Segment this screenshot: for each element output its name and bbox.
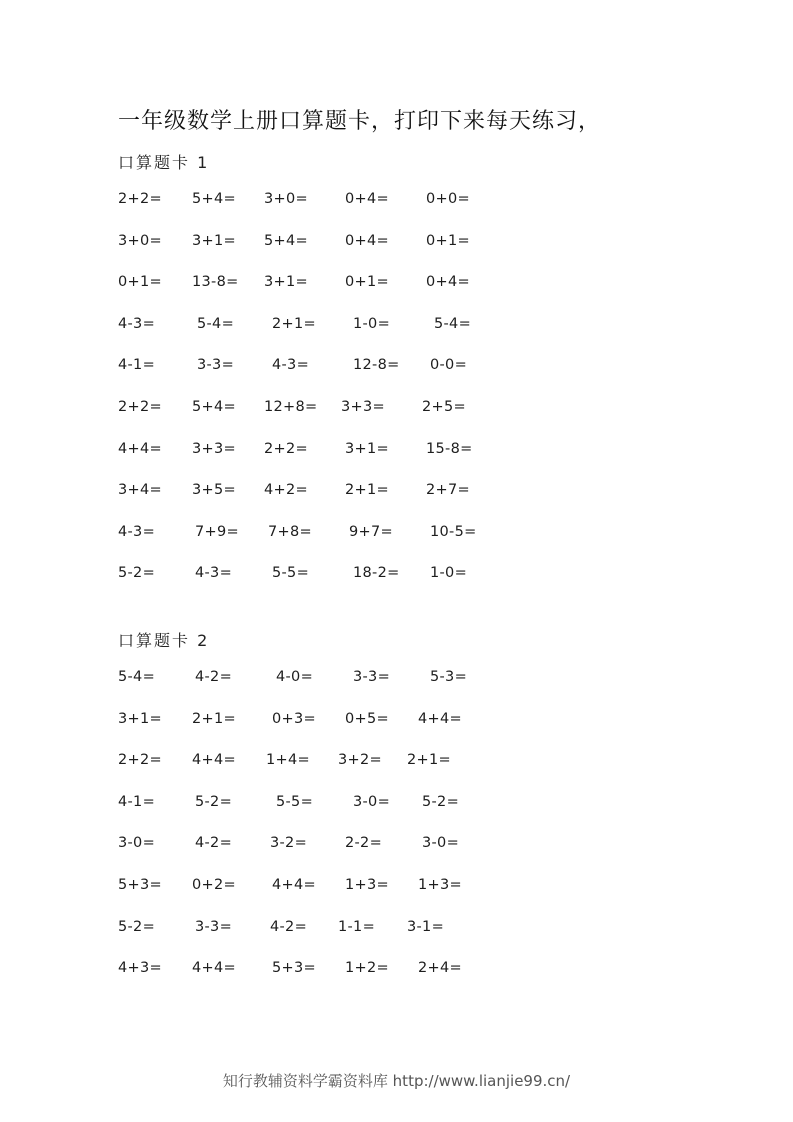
arithmetic-problem: 15-8= <box>426 440 473 457</box>
arithmetic-problem: 5-4= <box>197 315 235 332</box>
problem-row <box>0 399 793 421</box>
arithmetic-problem: 2+2= <box>118 399 162 415</box>
arithmetic-problem: 3+1= <box>345 440 389 457</box>
arithmetic-problem: 0-0= <box>430 357 468 374</box>
problem-row <box>0 357 793 379</box>
arithmetic-problem: 1-0= <box>353 315 391 332</box>
problem-row <box>0 316 793 338</box>
arithmetic-problem: 12+8= <box>264 399 318 415</box>
arithmetic-problem: 0+1= <box>345 274 389 291</box>
arithmetic-problem: 1+4= <box>266 752 310 769</box>
arithmetic-problem: 4-3= <box>118 523 156 540</box>
arithmetic-problem: 5-4= <box>434 315 472 332</box>
arithmetic-problem: 1+2= <box>345 960 389 977</box>
arithmetic-problem: 2+1= <box>272 315 316 332</box>
arithmetic-problem: 9+7= <box>349 523 393 540</box>
problem-row <box>0 794 793 816</box>
arithmetic-problem: 2+2= <box>264 440 308 457</box>
arithmetic-problem: 2+1= <box>192 710 236 727</box>
arithmetic-problem: 0+4= <box>345 191 389 207</box>
problem-row <box>0 919 793 941</box>
arithmetic-problem: 10-5= <box>430 523 477 540</box>
arithmetic-problem: 4+4= <box>118 440 162 457</box>
arithmetic-problem: 0+0= <box>426 191 470 207</box>
arithmetic-problem: 5+4= <box>264 232 308 249</box>
arithmetic-problem: 5-2= <box>422 793 460 810</box>
problem-row <box>0 524 793 546</box>
arithmetic-problem: 5-5= <box>272 565 310 582</box>
problem-row <box>0 274 793 296</box>
problem-row <box>0 877 793 899</box>
arithmetic-problem: 5+4= <box>192 191 236 207</box>
arithmetic-problem: 2+4= <box>418 960 462 977</box>
arithmetic-problem: 3+3= <box>192 440 236 457</box>
arithmetic-problem: 3+1= <box>264 274 308 291</box>
arithmetic-problem: 3-0= <box>118 835 156 852</box>
arithmetic-problem: 5-2= <box>118 565 156 582</box>
problem-row <box>0 565 793 587</box>
arithmetic-problem: 3-0= <box>422 835 460 852</box>
arithmetic-problem: 1-1= <box>338 918 376 935</box>
arithmetic-problem: 4+3= <box>118 960 162 977</box>
arithmetic-problem: 4+4= <box>418 710 462 727</box>
arithmetic-problem: 2+1= <box>407 752 451 769</box>
arithmetic-problem: 1+3= <box>345 877 389 893</box>
arithmetic-problem: 5+3= <box>118 877 162 893</box>
arithmetic-problem: 3-3= <box>195 918 233 935</box>
arithmetic-problem: 4+4= <box>272 877 316 893</box>
arithmetic-problem: 0+2= <box>192 877 236 893</box>
arithmetic-problem: 4-2= <box>195 669 233 685</box>
arithmetic-problem: 4-0= <box>276 669 314 685</box>
arithmetic-problem: 4-2= <box>270 918 308 935</box>
arithmetic-problem: 4-3= <box>272 357 310 374</box>
arithmetic-problem: 4-1= <box>118 357 156 374</box>
footer-watermark: 知行教辅资料学霸资料库 http://www.lianjie99.cn/ <box>222 1072 571 1090</box>
arithmetic-problem: 4-3= <box>195 565 233 582</box>
arithmetic-problem: 5-2= <box>195 793 233 810</box>
arithmetic-problem: 0+5= <box>345 710 389 727</box>
arithmetic-problem: 5+4= <box>192 399 236 415</box>
arithmetic-problem: 5+3= <box>272 960 316 977</box>
arithmetic-problem: 18-2= <box>353 565 400 582</box>
arithmetic-problem: 2+1= <box>345 482 389 499</box>
arithmetic-problem: 4-1= <box>118 793 156 810</box>
arithmetic-problem: 5-4= <box>118 669 156 685</box>
problem-row <box>0 233 793 255</box>
arithmetic-problem: 13-8= <box>192 274 239 291</box>
problem-row <box>0 752 793 774</box>
arithmetic-problem: 4-3= <box>118 315 156 332</box>
arithmetic-problem: 3+5= <box>192 482 236 499</box>
arithmetic-problem: 3+0= <box>264 191 308 207</box>
arithmetic-problem: 0+4= <box>345 232 389 249</box>
arithmetic-problem: 4+4= <box>192 960 236 977</box>
arithmetic-problem: 7+8= <box>268 523 312 540</box>
arithmetic-problem: 0+4= <box>426 274 470 291</box>
arithmetic-problem: 4+4= <box>192 752 236 769</box>
arithmetic-problem: 5-5= <box>276 793 314 810</box>
arithmetic-problem: 5-3= <box>430 669 468 685</box>
arithmetic-problem: 3+3= <box>341 399 385 415</box>
page-title: 一年级数学上册口算题卡，打印下来每天练习， <box>118 109 602 134</box>
problem-row <box>0 441 793 463</box>
arithmetic-problem: 2-2= <box>345 835 383 852</box>
arithmetic-problem: 3-2= <box>270 835 308 852</box>
arithmetic-problem: 3-0= <box>353 793 391 810</box>
arithmetic-problem: 1-0= <box>430 565 468 582</box>
arithmetic-problem: 2+7= <box>426 482 470 499</box>
arithmetic-problem: 2+2= <box>118 191 162 207</box>
arithmetic-problem: 2+2= <box>118 752 162 769</box>
problem-row <box>0 960 793 982</box>
problem-row <box>0 669 793 691</box>
arithmetic-problem: 3-3= <box>197 357 235 374</box>
arithmetic-problem: 1+3= <box>418 877 462 893</box>
problem-row <box>0 482 793 504</box>
arithmetic-problem: 3+1= <box>192 232 236 249</box>
arithmetic-problem: 0+1= <box>426 232 470 249</box>
card-heading: 口算题卡 2 <box>118 631 210 650</box>
arithmetic-problem: 3+2= <box>338 752 382 769</box>
arithmetic-problem: 5-2= <box>118 918 156 935</box>
arithmetic-problem: 3+0= <box>118 232 162 249</box>
arithmetic-problem: 12-8= <box>353 357 400 374</box>
problem-row <box>0 711 793 733</box>
arithmetic-problem: 0+1= <box>118 274 162 291</box>
arithmetic-problem: 3-1= <box>407 918 445 935</box>
problem-row <box>0 191 793 213</box>
arithmetic-problem: 4+2= <box>264 482 308 499</box>
card-heading: 口算题卡 1 <box>118 153 210 172</box>
arithmetic-problem: 3+1= <box>118 710 162 727</box>
problem-row <box>0 835 793 857</box>
arithmetic-problem: 4-2= <box>195 835 233 852</box>
arithmetic-problem: 7+9= <box>195 523 239 540</box>
arithmetic-problem: 3-3= <box>353 669 391 685</box>
arithmetic-problem: 2+5= <box>422 399 466 415</box>
arithmetic-problem: 3+4= <box>118 482 162 499</box>
arithmetic-problem: 0+3= <box>272 710 316 727</box>
